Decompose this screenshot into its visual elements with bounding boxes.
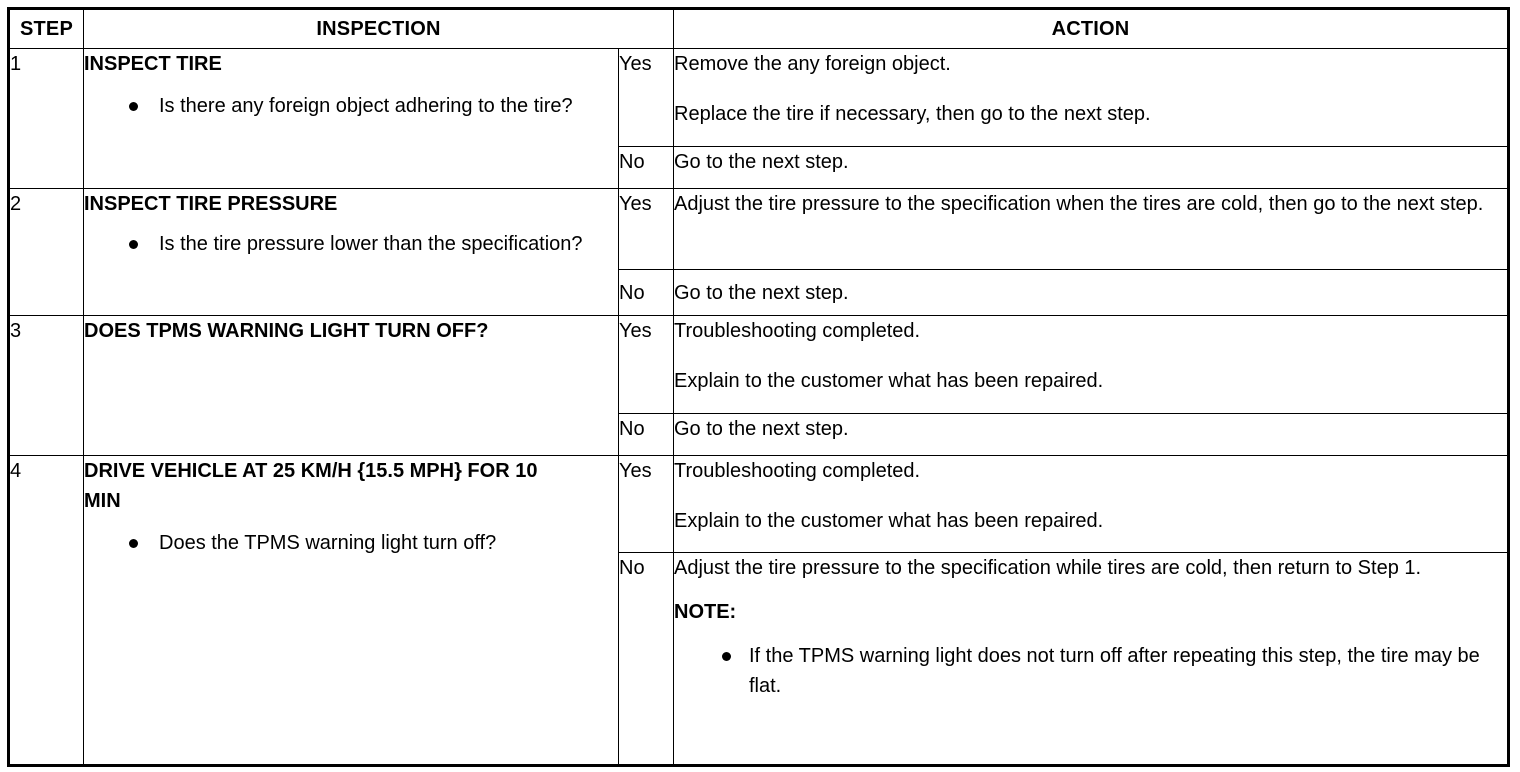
header-inspection: INSPECTION <box>84 9 674 49</box>
action-line: Replace the tire if necessary, then go to the next step. <box>674 103 1151 125</box>
action-line: Troubleshooting completed. <box>674 460 921 482</box>
step-number: 4 <box>9 456 84 766</box>
bullet-dot-icon <box>129 240 138 249</box>
yes-action <box>674 189 1509 270</box>
troubleshooting-table <box>7 7 1510 767</box>
step-number: 1 <box>9 49 84 189</box>
note-bullet <box>674 641 1507 701</box>
inspection-question: Does the TPMS warning light turn off? <box>159 532 497 554</box>
bullet-dot-icon <box>129 102 138 111</box>
header-action: ACTION <box>674 9 1509 49</box>
no-action: Go to the next step. <box>674 270 1509 316</box>
yes-label: Yes <box>619 456 674 553</box>
step-number: 2 <box>9 189 84 316</box>
inspection-question: Is the tire pressure lower than the specification? <box>159 233 583 255</box>
step-title: DOES TPMS WARNING LIGHT TURN OFF? <box>84 320 489 342</box>
action-line: Troubleshooting completed. <box>674 320 921 342</box>
header-row <box>9 9 1509 49</box>
step-3-yes-row <box>9 316 1509 414</box>
yes-label: Yes <box>619 316 674 414</box>
inspection-bullet <box>84 91 618 121</box>
yes-action <box>674 49 1509 147</box>
bullet-dot-icon <box>722 652 731 661</box>
yes-label: Yes <box>619 189 674 270</box>
step-1-yes-row <box>9 49 1509 147</box>
step-4-yes-row <box>9 456 1509 553</box>
action-line: Adjust the tire pressure to the specification while tires are cold, then return to Step 1. <box>674 557 1422 579</box>
no-label: No <box>619 270 674 316</box>
inspection-question: Is there any foreign object adhering to the tire? <box>159 95 573 117</box>
no-action: Go to the next step. <box>674 147 1509 189</box>
inspection-bullet <box>84 229 618 259</box>
step-title: DRIVE VEHICLE AT 25 KM/H {15.5 MPH} FOR 10 MIN <box>84 460 538 512</box>
no-label: No <box>619 147 674 189</box>
header-step: STEP <box>9 9 84 49</box>
step-title: INSPECT TIRE PRESSURE <box>84 193 338 215</box>
inspection-bullet <box>84 528 618 558</box>
step-2-yes-row <box>9 189 1509 270</box>
yes-label: Yes <box>619 49 674 147</box>
step-number: 3 <box>9 316 84 456</box>
no-action <box>674 553 1509 766</box>
action-line: Explain to the customer what has been repaired. <box>674 370 1104 392</box>
note-text: If the TPMS warning light does not turn off after repeating this step, the tire may be flat. <box>749 645 1480 697</box>
note-label: NOTE: <box>674 601 737 623</box>
step-inspection <box>84 316 619 456</box>
yes-action <box>674 456 1509 553</box>
no-action: Go to the next step. <box>674 414 1509 456</box>
yes-action <box>674 316 1509 414</box>
bullet-dot-icon <box>129 539 138 548</box>
step-title: INSPECT TIRE <box>84 53 222 75</box>
action-line: Remove the any foreign object. <box>674 53 951 75</box>
no-label: No <box>619 553 674 766</box>
no-label: No <box>619 414 674 456</box>
action-line: Adjust the tire pressure to the specification when the tires are cold, then go to the next step. <box>674 193 1484 215</box>
step-inspection <box>84 49 619 189</box>
step-inspection <box>84 456 619 766</box>
step-inspection <box>84 189 619 316</box>
action-line: Explain to the customer what has been repaired. <box>674 510 1104 532</box>
